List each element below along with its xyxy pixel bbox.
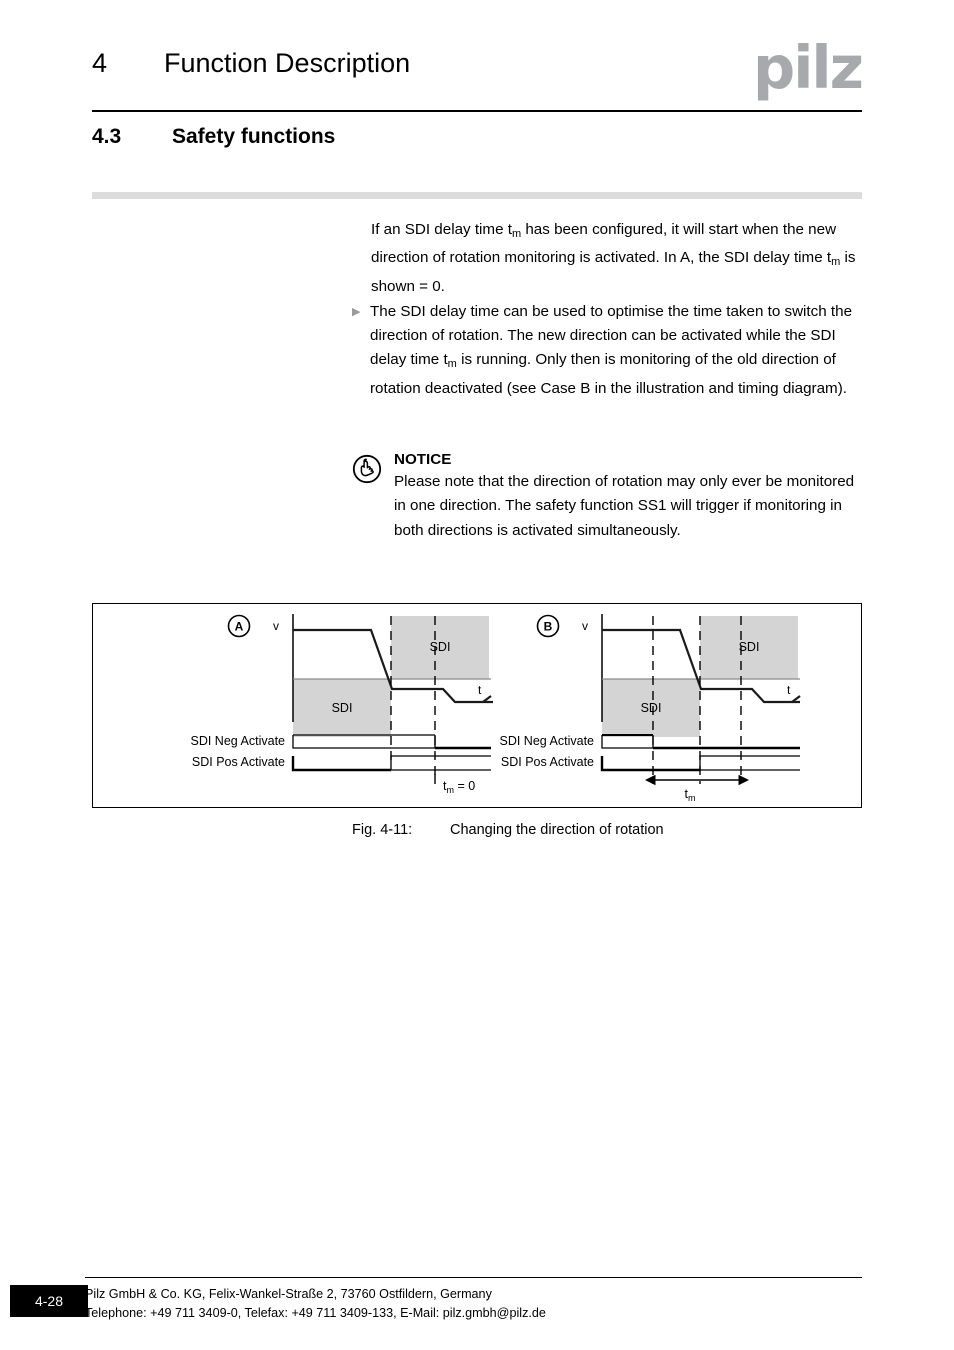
footer-divider [85,1277,862,1278]
case-a-tm-label: $t_m = 0$ [443,779,476,795]
pointing-hand-icon [352,450,394,543]
figure-caption-text: Changing the direction of rotation [450,822,664,838]
case-a-signal-pos-low [293,756,391,770]
bullet-item [352,300,863,401]
bullet-triangle-icon: ▶ [352,305,361,318]
section-accent-bar [92,192,862,199]
section-heading [92,125,335,149]
case-b-axis-t-label: t [787,683,791,697]
notice-box [352,450,864,543]
case-a-group [191,614,494,795]
section-title: Safety functions [172,125,336,148]
case-b-marker-label: B [543,619,553,634]
figure-caption-label: Fig. 4-11: [352,822,413,838]
subscript-m-1: m [511,228,522,240]
footer-line-1: Pilz GmbH & Co. KG, Felix-Wankel-Straße 2, 73760 Ostfildern, Germany [85,1287,492,1301]
footer-address [85,1285,546,1322]
case-a-signal-pos-label: SDI Pos Activate [191,755,285,769]
case-b-group [500,614,801,803]
notice-title: NOTICE [394,451,452,468]
case-b-signal-pos-high [700,756,800,770]
paragraph-intro-text-2: has been configured, it will start when the new direction of rotation monitoring is activated. In A, the SDI delay time t [371,221,837,267]
case-b-sdi-lower-label: SDI [640,701,662,715]
case-a-sdi-lower-label: SDI [331,701,353,715]
case-a-marker-label: A [234,619,244,634]
case-b-tm-label: $t_m$ [684,787,696,803]
subscript-m-3: m [447,358,457,371]
case-a-axis-v-label: v [273,619,279,633]
page-number-badge: 4-28 [10,1285,88,1317]
case-a-sdi-upper-label: SDI [429,640,451,654]
case-b-signal-neg-label: SDI Neg Activate [499,734,594,748]
bullet-text-1: The SDI delay time can be used to optimise the time taken to switch the direction of rotation. The new direction can be activated while the SDI delay time t [370,302,853,369]
case-b-signal-pos-label: SDI Pos Activate [500,755,594,769]
body-content [352,218,863,401]
case-b-signal-pos-low [602,756,700,770]
notice-text: Please note that the direction of rotation may only ever be monitored in one direction. The safety function SS1 will trigger if monitoring in both directions is activated simultaneously. [394,473,855,539]
timing-diagram-svg [93,604,861,807]
notice-body [394,450,864,543]
case-a-signal-pos-high [391,756,491,770]
subscript-m-2: m [831,256,841,269]
paragraph-intro-text-1: If an SDI delay time t [371,221,512,238]
paragraph-intro-text-3: is shown = 0. [371,249,856,295]
timing-diagram-figure [92,603,862,808]
bullet-text-2: is running. Only then is monitoring of the old direction of rotation deactivated (see Case B in the illustration and timing diagram). [370,351,847,397]
pilz-logo: pilz [752,33,862,102]
chapter-heading [92,48,712,79]
chapter-number: 4 [92,48,108,78]
paragraph-intro [371,218,863,299]
case-b-sdi-upper-label: SDI [738,640,760,654]
footer-line-2: Telephone: +49 711 3409-0, Telefax: +49 711 3409-133, E-Mail: pilz.gmbh@pilz.de [85,1305,546,1320]
chapter-title: Function Description [164,48,411,78]
case-a-axis-t-label: t [478,683,482,697]
figure-caption [352,822,664,838]
bullet-item-text [370,300,862,401]
case-a-signal-neg-label: SDI Neg Activate [190,734,285,748]
case-b-axis-v-label: v [582,619,588,633]
header-divider [92,110,862,112]
section-number: 4.3 [92,125,122,148]
